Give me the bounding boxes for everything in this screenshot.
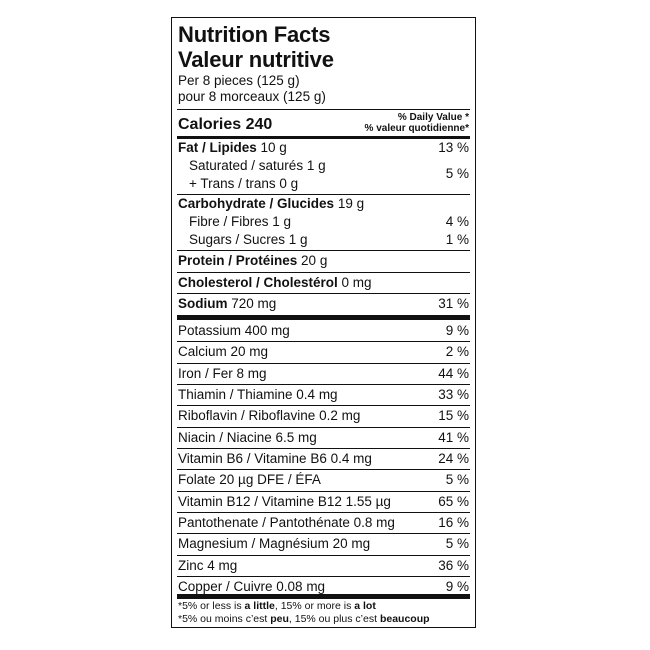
trans-label: + Trans / trans 0 g	[189, 176, 299, 191]
trans-row	[189, 175, 469, 193]
fibre-percent: 4 %	[445, 214, 469, 229]
micronutrient-label: Potassium 400 mg	[178, 323, 290, 338]
fat-row	[178, 139, 469, 157]
micronutrient-row	[178, 557, 469, 575]
divider	[177, 512, 470, 513]
cholesterol-label: Cholesterol / Cholestérol	[178, 275, 338, 290]
divider	[177, 576, 470, 577]
micronutrient-label: Copper / Cuivre 0.08 mg	[178, 578, 326, 594]
micronutrient-row	[178, 471, 469, 489]
micronutrient-percent: 9 %	[445, 578, 469, 594]
micronutrient-label: Calcium 20 mg	[178, 344, 269, 360]
micronutrient-percent: 5 %	[445, 472, 469, 488]
micronutrient-row	[178, 429, 469, 447]
micronutrient-row	[178, 322, 469, 340]
saturated-trans-percent: 5 %	[445, 166, 469, 181]
title-english: Nutrition Facts	[178, 22, 331, 47]
micronutrient-row	[178, 514, 469, 532]
micronutrient-row	[178, 343, 469, 361]
micronutrient-percent: 15 %	[438, 408, 469, 424]
micronutrient-percent: 9 %	[445, 323, 469, 338]
micronutrient-row	[178, 365, 469, 383]
sugars-label: Sugars / Sucres 1 g	[189, 232, 308, 247]
daily-value-header-english: % Daily Value *	[397, 112, 469, 123]
micronutrient-label: Vitamin B6 / Vitamine B6 0.4 mg	[178, 450, 372, 466]
sodium-row	[178, 295, 469, 313]
serving-size-english: Per 8 pieces (125 g)	[178, 73, 300, 88]
micronutrient-row	[178, 386, 469, 404]
micronutrient-percent: 44 %	[438, 365, 469, 381]
fat-amount: 10 g	[260, 140, 287, 155]
carbohydrate-amount: 19 g	[337, 196, 365, 211]
fibre-label: Fibre / Fibres 1 g	[189, 214, 292, 229]
micronutrient-label: Thiamin / Thiamine 0.4 mg	[178, 386, 338, 402]
fibre-row	[189, 213, 469, 231]
protein-label: Protein / Protéines	[178, 253, 298, 268]
micronutrient-label: Zinc 4 mg	[178, 557, 238, 573]
micronutrient-label: Riboflavin / Riboflavine 0.2 mg	[178, 408, 361, 424]
divider	[177, 405, 470, 406]
micronutrient-percent: 24 %	[438, 450, 469, 466]
sugars-percent: 1 %	[445, 232, 469, 247]
title-french: Valeur nutritive	[178, 47, 334, 72]
micronutrient-label: Vitamin B12 / Vitamine B12 1.55 µg	[178, 493, 391, 509]
divider	[177, 469, 470, 470]
cholesterol-amount: 0 mg	[341, 275, 372, 290]
micronutrient-percent: 41 %	[438, 429, 469, 445]
footnote-french: *5% ou moins c’est peu, 15% ou plus c’est beaucoup	[178, 613, 430, 625]
fat-label: Fat / Lipides	[178, 140, 257, 155]
cholesterol-row	[178, 274, 469, 292]
saturated-row	[189, 157, 469, 175]
divider	[177, 555, 470, 556]
footnote-english: *5% or less is a little, 15% or more is a lot	[178, 600, 376, 612]
micronutrient-percent: 36 %	[438, 557, 469, 573]
protein-row	[178, 252, 469, 270]
divider	[177, 272, 470, 273]
fat-percent: 13 %	[438, 140, 469, 155]
daily-value-header-french: % valeur quotidienne*	[364, 123, 469, 134]
protein-amount: 20 g	[301, 253, 328, 268]
carbohydrate-row	[178, 195, 469, 213]
sodium-percent: 31 %	[438, 296, 469, 311]
micronutrient-label: Folate 20 µg DFE / ÉFA	[178, 472, 321, 488]
sugars-row	[189, 231, 469, 249]
divider	[177, 427, 470, 428]
divider-thick	[177, 315, 470, 320]
divider	[177, 293, 470, 294]
divider	[177, 533, 470, 534]
serving-size-french: pour 8 morceaux (125 g)	[178, 89, 326, 104]
micronutrient-label: Magnesium / Magnésium 20 mg	[178, 536, 371, 552]
micronutrient-percent: 65 %	[438, 493, 469, 509]
carbohydrate-label: Carbohydrate / Glucides	[178, 196, 335, 211]
micronutrient-percent: 16 %	[438, 514, 469, 530]
sodium-label: Sodium	[178, 296, 228, 311]
divider	[177, 363, 470, 364]
sodium-amount: 720 mg	[231, 296, 277, 311]
micronutrient-percent: 5 %	[445, 536, 469, 552]
saturated-label: Saturated / saturés 1 g	[189, 158, 326, 173]
calories: Calories 240	[178, 116, 273, 133]
micronutrient-label: Niacin / Niacine 6.5 mg	[178, 429, 317, 445]
micronutrient-row	[178, 535, 469, 553]
daily-value-header	[365, 112, 469, 134]
nutrition-facts-table	[171, 17, 476, 628]
micronutrient-label: Iron / Fer 8 mg	[178, 365, 267, 381]
divider	[177, 384, 470, 385]
divider-thick	[177, 594, 470, 599]
divider	[177, 250, 470, 251]
divider	[177, 491, 470, 492]
divider	[177, 448, 470, 449]
micronutrient-percent: 33 %	[438, 386, 469, 402]
micronutrient-label: Pantothenate / Pantothénate 0.8 mg	[178, 514, 395, 530]
micronutrient-percent: 2 %	[445, 344, 469, 360]
micronutrient-row	[178, 450, 469, 468]
divider	[177, 341, 470, 342]
divider	[177, 109, 470, 110]
micronutrient-row	[178, 493, 469, 511]
micronutrient-row	[178, 407, 469, 425]
